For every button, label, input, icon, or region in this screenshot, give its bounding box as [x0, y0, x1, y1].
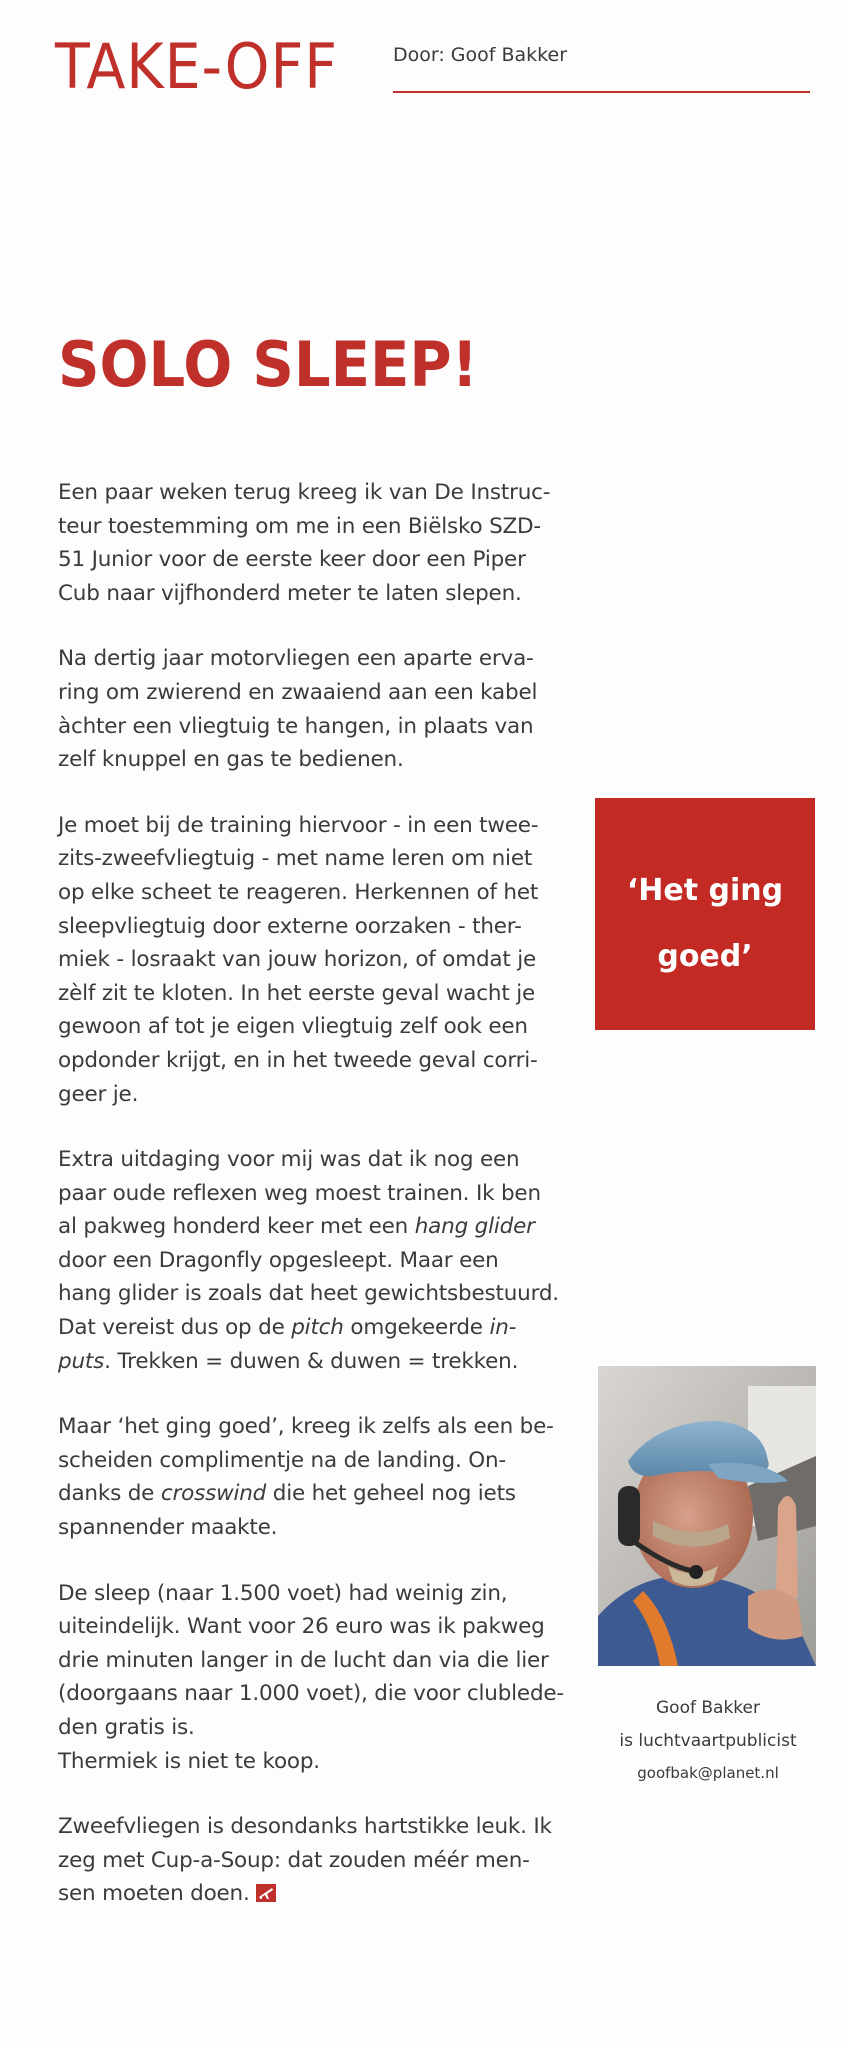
text-line — [58, 1210, 568, 1244]
paragraph-5 — [58, 1410, 568, 1544]
text-line: door een Dragonfly opgesleept. Maar een — [58, 1247, 499, 1273]
text-line: Extra uitdaging voor mij was dat ik nog een — [58, 1147, 520, 1173]
text-line: teur toestemming om me in een Biëlsko SZD- — [58, 513, 541, 539]
text-line: ring om zwierend en zwaaiend aan een kabel — [58, 679, 538, 705]
text-line: Een paar weken terug kreeg ik van De Instruc- — [58, 480, 551, 505]
pull-quote-box — [595, 798, 815, 1030]
text-line: den gratis is. — [58, 1715, 195, 1740]
text-line: 51 Junior voor de eerste keer door een Piper — [58, 547, 526, 573]
text-line: hang glider is zoals dat heet gewichtsbestuurd. — [58, 1281, 559, 1307]
paragraph-3 — [58, 809, 568, 1111]
pull-quote-line: ‘Het ging — [626, 873, 784, 908]
author-portrait-image — [598, 1366, 816, 1666]
text-line: Thermiek is niet te koop. — [58, 1748, 320, 1774]
text-line — [58, 1477, 568, 1511]
italic-term: in- — [489, 1315, 517, 1341]
text-run: sen moeten doen. — [58, 1881, 250, 1907]
text-line: zelf knuppel en gas te bedienen. — [58, 747, 404, 773]
author-role: is luchtvaartpublicist — [619, 1731, 797, 1751]
byline: Door: Goof Bakker — [393, 44, 568, 66]
text-line: drie minuten langer in de lucht dan via die lier — [58, 1647, 549, 1673]
pull-quote — [595, 858, 815, 990]
text-line: paar oude reflexen weg moest trainen. Ik ben — [58, 1180, 541, 1206]
paragraph-1 — [58, 476, 568, 610]
paragraph-4 — [58, 1143, 568, 1378]
text-line: gewoon af tot je eigen vliegtuig zelf ook een — [58, 1014, 528, 1040]
text-line: zèlf zit te kloten. In het eerste geval wacht je — [58, 980, 535, 1006]
text-run: al pakweg honderd keer met een — [58, 1214, 415, 1240]
article-body — [58, 476, 568, 1943]
section-title: TAKE-OFF — [55, 30, 338, 103]
text-line: uiteindelijk. Want voor 26 euro was ik pakweg — [58, 1614, 545, 1640]
text-line — [58, 1345, 568, 1379]
text-line: geer je. — [58, 1081, 139, 1107]
text-line: Na dertig jaar motorvliegen een aparte erva- — [58, 646, 534, 672]
article-title: SOLO SLEEP! — [58, 328, 478, 401]
text-line: op elke scheet te reageren. Herkennen of het — [58, 879, 539, 905]
pull-quote-line: goed’ — [657, 939, 753, 974]
text-line: (doorgaans naar 1.000 voet), die voor clublede- — [58, 1681, 564, 1707]
text-run: . Trekken = duwen & duwen = trekken. — [104, 1348, 519, 1374]
text-line: miek - losraakt van jouw horizon, of omdat je — [58, 947, 537, 973]
author-caption — [590, 1692, 826, 1788]
text-line: Cub naar vijfhonderd meter te laten slepen. — [58, 580, 522, 606]
text-line: De sleep (naar 1.500 voet) had weinig zin, — [58, 1580, 508, 1606]
italic-term: pitch — [291, 1315, 344, 1341]
text-line: spannender maakte. — [58, 1515, 278, 1541]
byline-rule — [393, 91, 810, 93]
text-line: zits-zweefvliegtuig - met name leren om niet — [58, 846, 533, 872]
paragraph-7 — [58, 1810, 568, 1911]
text-line: Je moet bij de training hiervoor - in een twee- — [58, 812, 539, 838]
text-run: Dat vereist dus op de — [58, 1315, 292, 1341]
text-line: àchter een vliegtuig te hangen, in plaats van — [58, 713, 534, 739]
author-name: Goof Bakker — [656, 1698, 760, 1718]
text-line: zeg met Cup-a-Soup: dat zouden méér men- — [58, 1847, 530, 1873]
text-run: danks de — [58, 1481, 161, 1507]
text-line: Zweefvliegen is desondanks hartstikke leuk. Ik — [58, 1814, 552, 1840]
paragraph-6 — [58, 1577, 568, 1779]
text-run: die het geheel nog iets — [266, 1481, 516, 1507]
text-run: omgekeerde — [343, 1315, 490, 1341]
text-line: Maar ‘het ging goed’, kreeg ik zelfs als een be- — [58, 1414, 554, 1440]
text-line — [58, 1311, 568, 1345]
text-line — [58, 1877, 568, 1911]
italic-term: puts — [58, 1348, 105, 1374]
paragraph-2 — [58, 642, 568, 776]
text-line: scheiden complimentje na de landing. On- — [58, 1447, 506, 1473]
italic-term: hang glider — [414, 1214, 535, 1240]
italic-term: crosswind — [160, 1481, 267, 1507]
author-email: goofbak@planet.nl — [637, 1764, 779, 1782]
text-line: sleepvliegtuig door externe oorzaken - ther- — [58, 913, 522, 939]
text-line: opdonder krijgt, en in het tweede geval corri- — [58, 1047, 538, 1073]
author-photo — [598, 1366, 816, 1666]
airplane-icon — [256, 1884, 276, 1902]
